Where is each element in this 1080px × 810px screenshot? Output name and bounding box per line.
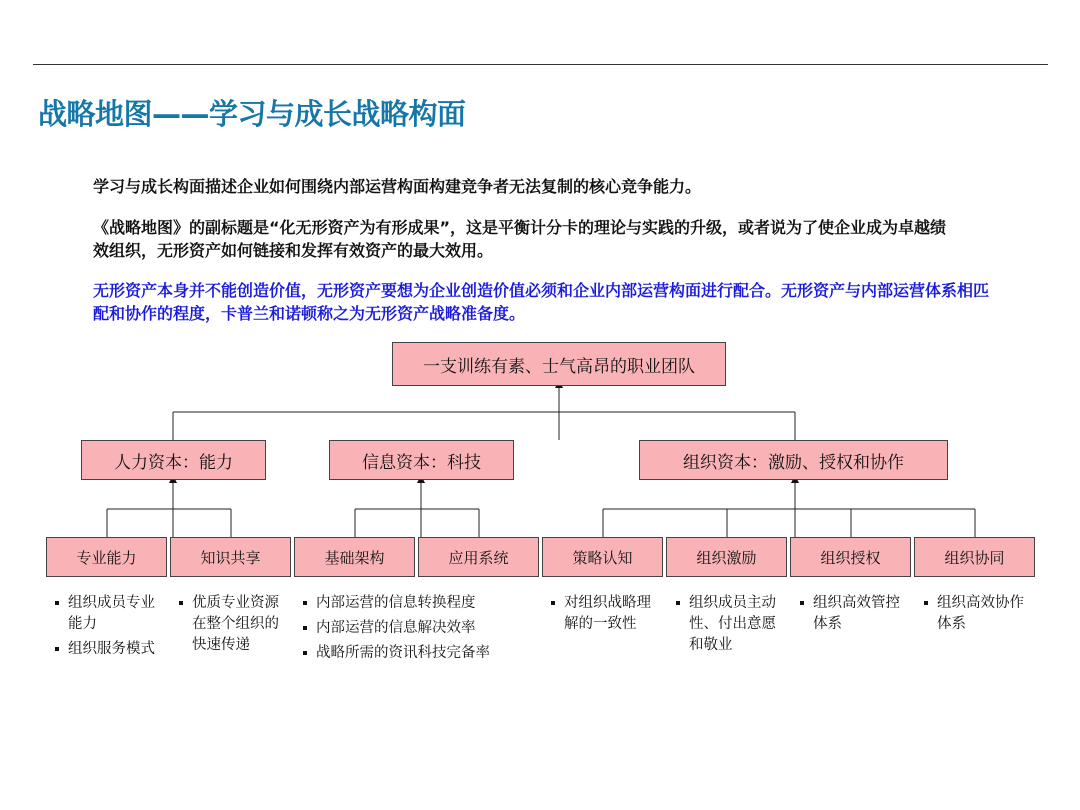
bullet-item: 战略所需的资讯科技完备率 [303,643,535,664]
leaf-infrastructure: 基础架构 [294,537,415,577]
bullets-info [303,593,535,668]
leaf-org-incentive: 组织激励 [666,537,787,577]
leaf-application-systems: 应用系统 [418,537,539,577]
bullets-professional [55,593,157,664]
bullets-strategy [551,593,653,639]
leaf-strategy-awareness: 策略认知 [542,537,663,577]
bullet-item: 组织高效协作体系 [924,593,1026,635]
bullet-item: 内部运营的信息转换程度 [303,593,535,614]
bullets-incentive [676,593,778,660]
information-capital-box: 信息资本：科技 [329,440,514,480]
leaf-professional-ability: 专业能力 [46,537,167,577]
leaf-org-collaboration: 组织协同 [914,537,1035,577]
bullets-knowledge [179,593,281,660]
bullets-collaboration [924,593,1026,639]
bullet-item: 组织成员主动性、付出意愿和敬业 [676,593,778,656]
leaf-org-authorization: 组织授权 [790,537,911,577]
bullet-item: 组织服务模式 [55,639,157,660]
bullet-item: 对组织战略理解的一致性 [551,593,653,635]
readiness-paragraph: 无形资产本身并不能创造价值，无形资产要想为企业创造价值必须和企业内部运营构面进行配合。无形资产与内部运营体系相匹配和协作的程度，卡普兰和诺顿称之为无形资产战略准备度。 [93,281,990,323]
bullet-item: 内部运营的信息解决效率 [303,618,535,639]
bullet-item: 优质专业资源在整个组织的快速传递 [179,593,281,656]
intro-paragraph: 学习与成长构面描述企业如何围绕内部运营构面构建竞争者无法复制的核心竞争能力。 [93,177,702,196]
bullet-item: 组织成员专业能力 [55,593,157,635]
leaf-knowledge-sharing: 知识共享 [170,537,291,577]
subtitle-paragraph: 《战略地图》的副标题是“化无形资产为有形成果”，这是平衡计分卡的理论与实践的升级，或者说为了使企业成为卓越绩效组织，无形资产如何链接和发挥有效资产的最大效用。 [93,218,947,260]
page-title: 战略地图——学习与成长战略构面 [38,97,466,131]
bullet-item: 组织高效管控体系 [800,593,902,635]
goal-box: 一支训练有素、士气高昂的职业团队 [392,342,726,386]
organization-capital-box: 组织资本：激励、授权和协作 [639,440,948,480]
human-capital-box: 人力资本：能力 [81,440,266,480]
bullets-authorization [800,593,902,639]
